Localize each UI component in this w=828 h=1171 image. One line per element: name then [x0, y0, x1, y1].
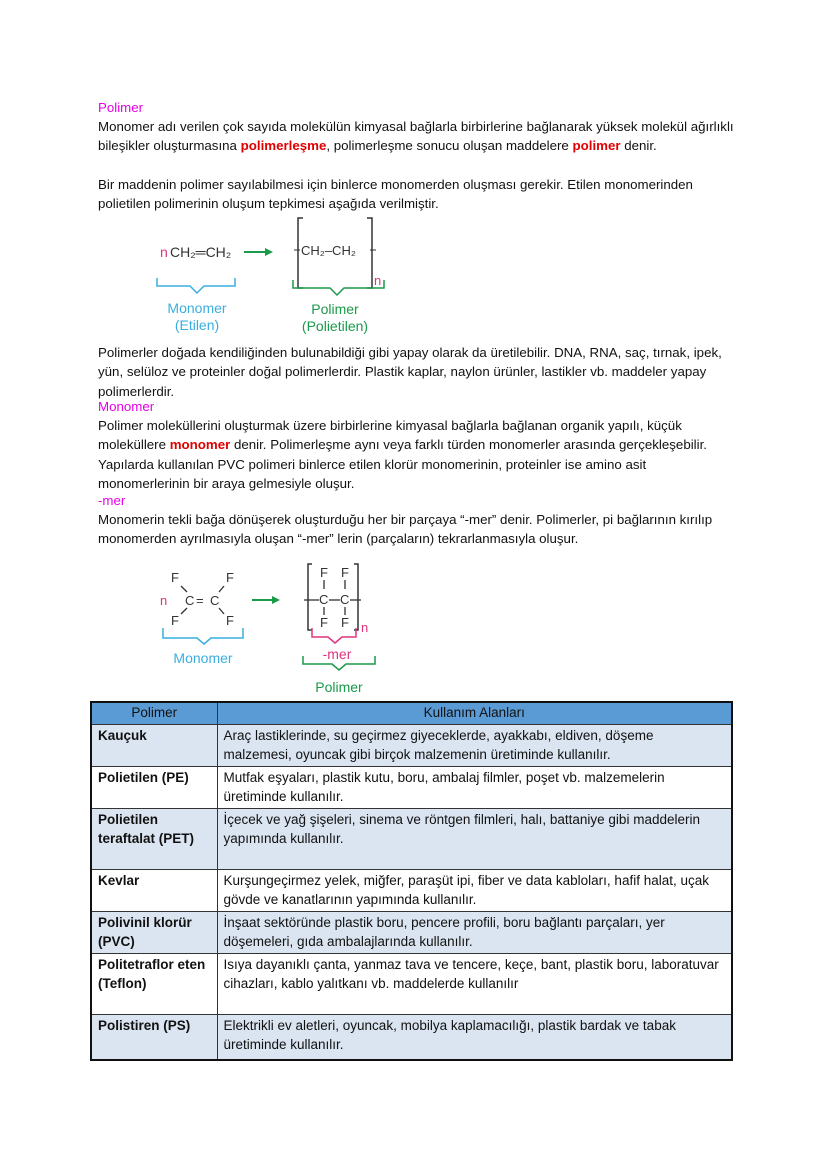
monomer-label: Monomer	[167, 300, 227, 316]
fluorine: F	[341, 565, 349, 580]
paragraph-polimer-definition	[98, 117, 738, 156]
paragraph-polimer-condition: Bir maddenin polimer sayılabilmesi için binlerce monomerden oluşması gerekir. Etilen monomerinden polietilen polimerinin oluşum tepkimesi aşağıda verilmiştir.	[98, 177, 693, 212]
polyethylene-formula: CH₂–CH₂	[301, 243, 356, 258]
usage-text: Elektrikli ev aletleri, oyuncak, mobilya kaplamacılığı, plastik bardak ve tabak üretiminde kullanılır.	[217, 1014, 732, 1060]
text: , polimerleşme sonucu oluşan maddelere	[326, 138, 573, 154]
polymer-name: Politetraflor eten (Teflon)	[91, 953, 217, 1014]
mer-brace	[312, 628, 356, 643]
heading-mer: -mer	[98, 493, 126, 508]
usage-text: İçecek ve yağ şişeleri, sinema ve röntgen filmleri, halı, battaniye gibi maddelerin yapımında kullanılır.	[217, 808, 732, 869]
usage-text: Kurşungeçirmez yelek, miğfer, paraşüt ipi, fiber ve data kabloları, hafif halat, uçak gövde ve kanatlarının yapımında kullanılır.	[217, 869, 732, 911]
usage-text: Araç lastiklerinde, su geçirmez giyeceklerde, ayakkabı, eldiven, döşeme malzemesi, oyuncak gibi birçok malzemenin üretiminde kullanılır.	[217, 724, 732, 766]
bracket	[308, 564, 358, 630]
keyword-polimer: polimer	[572, 138, 621, 154]
ethylene-polymerization-diagram	[140, 210, 400, 340]
column-header-kullanim: Kullanım Alanları	[217, 702, 732, 724]
text: Monomer adı verilen çok sayıda molekülün kimyasal bağlarla birbirlerine bağlanarak yüksek molekül ağırlıklı bileşikler oluşturmasına	[98, 119, 734, 154]
keyword-polimerlesme: polimerleşme	[240, 138, 327, 154]
polymer-label: Polimer	[311, 301, 359, 317]
polymer-brace	[293, 280, 384, 295]
carbon: C	[340, 592, 350, 607]
monomer-label: Monomer	[173, 650, 233, 666]
paragraph-monomer-definition	[98, 416, 738, 493]
polymer-name: Polietilen teraftalat (PET)	[91, 808, 217, 869]
usage-text: Mutfak eşyaları, plastik kutu, boru, ambalaj filmler, poşet vb. malzemelerin üretiminde kullanılır.	[217, 766, 732, 808]
heading-polimer: Polimer	[98, 100, 144, 115]
fluorine: F	[341, 615, 349, 630]
etilen-label: (Etilen)	[174, 317, 220, 333]
carbon: C	[319, 592, 329, 607]
arrow-head-icon	[265, 248, 273, 256]
usage-text: Isıya dayanıklı çanta, yanmaz tava ve tencere, keçe, bant, plastik boru, laboratuvar cihazları, kablo yalıtkanı vb. maddelerde kullanılır	[217, 953, 732, 1014]
polymer-name: Polietilen (PE)	[91, 766, 217, 808]
table-row	[91, 1014, 732, 1060]
text: Polimer moleküllerini oluşturmak üzere birbirlerine kimyasal bağlarla bağlanan organik yapılı, küçük moleküllere	[98, 418, 682, 453]
fluorine: F	[171, 570, 179, 585]
polymer-label: Polimer	[315, 679, 363, 695]
fluorine: F	[320, 615, 328, 630]
carbon: C	[185, 593, 195, 608]
fluorine: F	[226, 613, 234, 628]
mer-label: -mer	[322, 646, 352, 662]
subscript-n: n	[361, 620, 369, 635]
column-header-polimer: Polimer	[91, 702, 217, 724]
table-row	[91, 869, 732, 911]
polietilen-label: (Polietilen)	[301, 318, 369, 334]
usage-text: İnşaat sektöründe plastik boru, pencere profili, boru bağlantı parçaları, yer döşemeleri, gıda ambalajlarında kullanılır.	[217, 911, 732, 953]
polymer-name: Kauçuk	[91, 724, 217, 766]
monomer-brace	[157, 278, 235, 293]
coefficient-n: n	[160, 593, 168, 608]
carbon: C	[210, 593, 220, 608]
keyword-monomer: monomer	[169, 437, 231, 453]
fluorine: F	[320, 565, 328, 580]
table-row	[91, 953, 732, 1014]
text: denir. Polimerleşme aynı veya farklı türden monomerler arasında gerçekleşebilir. Yapılarda kullanılan PVC polimeri binlerce etilen klorür monomerinin, proteinler ise amino asit monomerlerinin bir araya gelmesiyle oluşur.	[98, 437, 707, 491]
fluorine: F	[171, 613, 179, 628]
heading-monomer: Monomer	[98, 399, 155, 414]
paragraph-mer-definition: Monomerin tekli bağa dönüşerek oluşturduğu her bir parçaya “-mer” denir. Polimerler, pi bağlarının kırılıp monomerden ayrılmasıyla oluşan “-mer” lerin (parçaların) tekrarlanmasıyla oluşur.	[98, 512, 713, 547]
text: denir.	[620, 138, 657, 154]
table-row	[91, 724, 732, 766]
polymer-name: Polistiren (PS)	[91, 1014, 217, 1060]
polymer-usage-table	[90, 701, 733, 1061]
paragraph-natural-synthetic: Polimerler doğada kendiliğinden bulunabildiği gibi yapay olarak da üretilebilir. DNA, RNA, saç, tırnak, ipek, yün, selüloz ve proteinler doğal polimerlerdir. Plastik kaplar, naylon ürünler, lastikler vb. maddeler yapay polimerlerdir.	[98, 345, 722, 399]
ethylene-formula: CH₂═CH₂	[170, 244, 232, 260]
fluorine: F	[226, 570, 234, 585]
coefficient-n: n	[160, 244, 168, 260]
polymer-name: Kevlar	[91, 869, 217, 911]
polymer-name: Polivinil klorür (PVC)	[91, 911, 217, 953]
svg-text:=: =	[196, 593, 204, 608]
subscript-n: n	[374, 273, 382, 288]
table-row	[91, 808, 732, 869]
table-row	[91, 766, 732, 808]
table-row	[91, 911, 732, 953]
tetrafluoroethylene-polymerization-diagram	[140, 560, 400, 700]
arrow-head-icon	[272, 596, 280, 604]
monomer-brace	[163, 628, 243, 644]
